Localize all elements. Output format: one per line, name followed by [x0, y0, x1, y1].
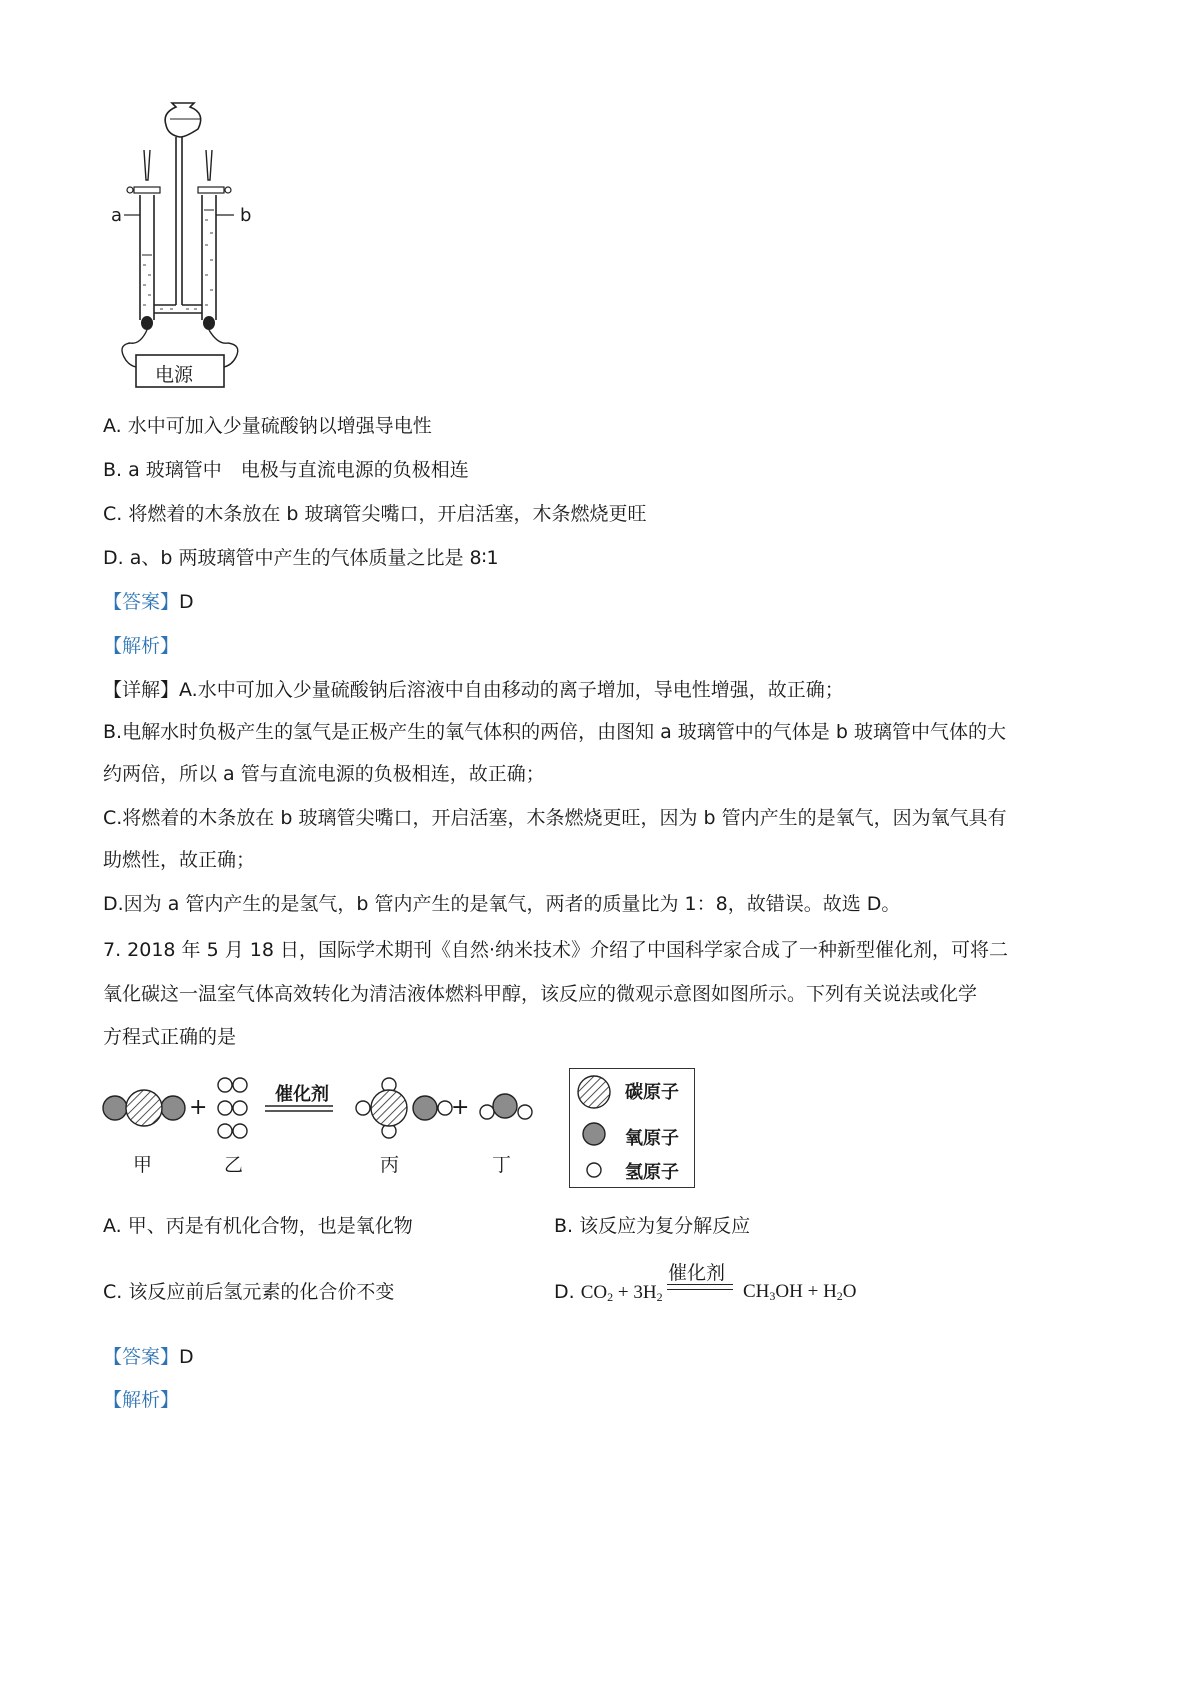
- q7-stem-line: 氧化碳这一温室气体高效转化为清洁液体燃料甲醇，该反应的微观示意图如图所示。下列有关说法或化学: [103, 983, 978, 1005]
- q6-option-d: D. a、b 两玻璃管中产生的气体质量之比是 8∶1: [103, 547, 499, 569]
- q6-detail-line: D.因为 a 管内产生的是氢气，b 管内产生的是氧气，两者的质量比为 1：8，故错误。故选 D。: [103, 893, 901, 915]
- q7-answer: [103, 1345, 194, 1369]
- answer-bracket: 【答案】: [103, 591, 180, 613]
- oxygen-atom-icon: [583, 1123, 605, 1145]
- electrolysis-apparatus-figure: [110, 95, 270, 395]
- legend-carbon: 碳原子: [625, 1082, 679, 1103]
- molecule-h2-group: [218, 1078, 247, 1138]
- plus-sign: +: [451, 1095, 470, 1120]
- q7-option-d: [554, 1280, 663, 1305]
- carbon-atom-icon: [578, 1076, 610, 1108]
- q7-analysis-heading: 【解析】: [103, 1389, 180, 1411]
- q6-option-b: B. a 玻璃管中 电极与直流电源的负极相连: [103, 459, 469, 481]
- label-bing: 丙: [380, 1154, 400, 1176]
- plus-sign: +: [189, 1095, 208, 1120]
- label-ding: 丁: [492, 1154, 512, 1176]
- tube-b-label: b: [240, 205, 252, 226]
- tube-a-label: a: [111, 205, 123, 226]
- answer-value: D: [179, 1346, 194, 1368]
- q6-detail-line: 助燃性，故正确；: [103, 849, 256, 871]
- molecule-methanol: [356, 1078, 452, 1138]
- q7-option-a: A. 甲、丙是有机化合物，也是氧化物: [103, 1215, 413, 1237]
- equation-products: $CH_3OH + H_2O$: [743, 1281, 857, 1303]
- q6-detail-line: B.电解水时负极产生的氢气是正极产生的氧气体积的两倍，由图知 a 玻璃管中的气体是 b 玻璃管中气体的大: [103, 721, 1006, 743]
- q7-stem-line: 方程式正确的是: [103, 1026, 237, 1048]
- power-source-label: 电源: [155, 364, 194, 386]
- q7-stem-line: 7. 2018 年 5 月 18 日，国际学术期刊《自然·纳米技术》介绍了中国科学家合成了一种新型催化剂，可将二: [103, 939, 1009, 961]
- molecule-water: [480, 1094, 532, 1119]
- legend-hydrogen: 氢原子: [625, 1162, 679, 1183]
- q6-detail-line: 约两倍，所以 a 管与直流电源的负极相连，故正确；: [103, 763, 545, 785]
- label-jia: 甲: [133, 1154, 153, 1176]
- q6-analysis-heading: 【解析】: [103, 635, 180, 657]
- legend-icons: [572, 1072, 620, 1182]
- legend-oxygen: 氧原子: [625, 1128, 679, 1149]
- q6-detail-line: 【详解】A.水中可加入少量硫酸钠后溶液中自由移动的离子增加，导电性增强，故正确；: [103, 679, 844, 701]
- answer-bracket: 【答案】: [103, 1346, 180, 1368]
- q6-answer: [103, 590, 194, 614]
- hydrogen-atom-icon: [587, 1163, 601, 1177]
- q7-option-c: C. 该反应前后氢元素的化合价不变: [103, 1281, 395, 1303]
- molecule-co2: [103, 1090, 185, 1126]
- q6-option-c: C. 将燃着的木条放在 b 玻璃管尖嘴口，开启活塞，木条燃烧更旺: [103, 503, 647, 525]
- label-yi: 乙: [224, 1154, 244, 1176]
- equation-line-bottom: [667, 1289, 733, 1292]
- q6-option-a: A. 水中可加入少量硫酸钠以增强导电性: [103, 415, 432, 437]
- equation-catalyst: 催化剂: [668, 1262, 726, 1284]
- answer-value: D: [179, 591, 194, 613]
- catalyst-label: 催化剂: [275, 1084, 329, 1105]
- q7-option-b: B. 该反应为复分解反应: [554, 1215, 751, 1237]
- equation-line-top: [667, 1284, 733, 1287]
- option-d-prefix: D.: [554, 1281, 581, 1303]
- equation-reactants: $CO_2 + 3H_2$: [580, 1282, 663, 1304]
- q6-detail-line: C.将燃着的木条放在 b 玻璃管尖嘴口，开启活塞，木条燃烧更旺，因为 b 管内产生的是氧气，因为氧气具有: [103, 807, 1007, 829]
